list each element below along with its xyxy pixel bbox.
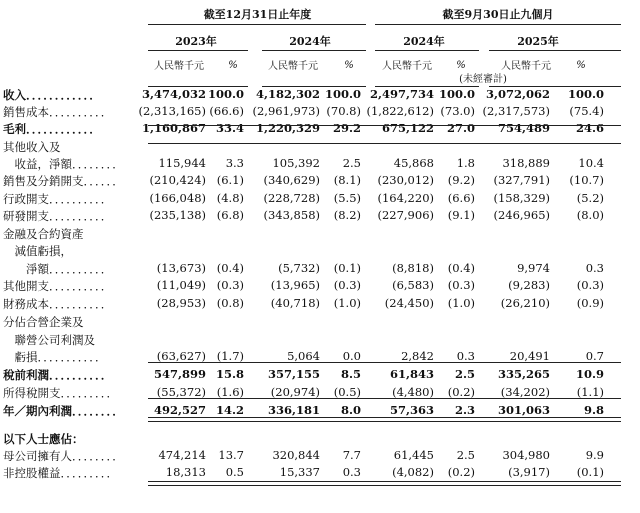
amount-cell: 3,072,062 [485, 87, 550, 101]
percent-cell: (1.6) [216, 385, 244, 399]
amount-cell: (327,791) [493, 173, 550, 187]
percent-cell: (0.1) [576, 465, 604, 479]
amount-cell: 335,265 [497, 367, 550, 381]
amount-cell: (26,210) [500, 296, 550, 310]
amount-cell: 357,155 [267, 367, 320, 381]
row-label: 銷售成本．．．．．．．．．． [3, 105, 113, 119]
percent-cell: (0.8) [216, 296, 244, 310]
divider [148, 398, 621, 399]
amount-cell: 320,844 [272, 448, 320, 462]
amount-cell: (13,965) [270, 278, 320, 292]
percent-cell: (0.4) [216, 261, 244, 275]
divider [148, 50, 248, 51]
row-label: 稅前利潤．．．．．．．．．． [3, 368, 113, 382]
row-label: 金融及合約資產 [3, 227, 84, 241]
percent-cell: (1.1) [576, 385, 604, 399]
percent-cell: 13.7 [218, 448, 244, 462]
percent-cell: 24.6 [575, 121, 604, 135]
percent-cell: (0.3) [333, 278, 361, 292]
amount-cell: (2,961,973) [252, 104, 320, 118]
double-divider [148, 417, 621, 422]
year-header: 2023年 [175, 35, 217, 48]
percent-cell: (0.1) [333, 261, 361, 275]
year-header: 2024年 [403, 35, 445, 48]
row-label: 以下人士應佔： [3, 432, 84, 446]
amount-cell: (340,629) [263, 173, 320, 187]
year-header: 2025年 [517, 35, 559, 48]
percent-cell: 0.3 [585, 261, 604, 275]
row-label: 其他開支．．．．．．．．．． [3, 279, 113, 293]
row-label: 研發開支．．．．．．．．．． [3, 209, 113, 223]
amount-cell: (210,424) [149, 173, 206, 187]
percent-cell: (70.8) [326, 104, 361, 118]
amount-cell: (3,917) [508, 465, 550, 479]
percent-cell: (8.0) [576, 208, 604, 222]
divider [489, 50, 621, 51]
unaudited-label: (未經審計) [459, 74, 507, 85]
percent-cell: 8.0 [340, 403, 361, 417]
double-divider [148, 481, 621, 486]
row-label: 母公司擁有人．．．．．．．． [3, 449, 124, 463]
percent-cell: (5.2) [576, 191, 604, 205]
amount-cell: 492,527 [153, 403, 206, 417]
percent-cell: 0.7 [585, 349, 604, 363]
percent-cell: 10.9 [575, 367, 604, 381]
divider [148, 362, 621, 363]
percent-cell: 0.3 [456, 349, 475, 363]
percent-cell: (66.6) [209, 104, 244, 118]
percent-cell: 15.8 [215, 367, 244, 381]
amount-cell: (24,450) [384, 296, 434, 310]
amount-cell: 2,842 [401, 349, 434, 363]
pct-header: % [576, 60, 586, 71]
amount-cell: (343,858) [263, 208, 320, 222]
unit-header: 人民幣千元 [501, 61, 551, 72]
percent-cell: 2.5 [454, 367, 475, 381]
unit-header: 人民幣千元 [268, 61, 318, 72]
amount-cell: 1,220,329 [255, 121, 320, 135]
amount-cell: 15,337 [279, 465, 320, 479]
pct-header: % [344, 60, 354, 71]
percent-cell: 100.0 [567, 87, 604, 101]
amount-cell: (2,317,573) [482, 104, 550, 118]
percent-cell: 2.5 [456, 448, 475, 462]
row-label: 年／期內利潤．．．．．．．． [3, 404, 124, 418]
amount-cell: (2,313,165) [138, 104, 206, 118]
percent-cell: (4.8) [216, 191, 244, 205]
percent-cell: (9.1) [447, 208, 475, 222]
row-label: 減值虧損， [3, 244, 72, 258]
percent-cell: (73.0) [440, 104, 475, 118]
amount-cell: 675,122 [381, 121, 434, 135]
row-label: 分佔合營企業及 [3, 315, 84, 329]
percent-cell: (10.7) [569, 173, 604, 187]
percent-cell: (0.2) [447, 385, 475, 399]
amount-cell: 61,445 [393, 448, 434, 462]
amount-cell: 318,889 [502, 156, 550, 170]
amount-cell: (235,138) [149, 208, 206, 222]
percent-cell: (6.6) [447, 191, 475, 205]
amount-cell: (158,329) [493, 191, 550, 205]
percent-cell: (5.5) [333, 191, 361, 205]
amount-cell: 1,160,867 [141, 121, 206, 135]
percent-cell: (1.7) [216, 349, 244, 363]
amount-cell: (230,012) [377, 173, 434, 187]
amount-cell: 547,899 [153, 367, 206, 381]
amount-cell: (55,372) [156, 385, 206, 399]
divider [148, 125, 621, 126]
amount-cell: (246,965) [493, 208, 550, 222]
divider [148, 24, 366, 25]
amount-cell: (4,480) [392, 385, 434, 399]
unit-header: 人民幣千元 [382, 61, 432, 72]
amount-cell: 4,182,302 [255, 87, 320, 101]
percent-cell: (8.2) [333, 208, 361, 222]
amount-cell: 474,214 [158, 448, 206, 462]
amount-cell: (9,283) [508, 278, 550, 292]
divider [148, 143, 621, 144]
percent-cell: (0.3) [216, 278, 244, 292]
amount-cell: 3,474,032 [141, 87, 206, 101]
percent-cell: (0.9) [576, 296, 604, 310]
amount-cell: 304,980 [502, 448, 550, 462]
unit-header: 人民幣千元 [154, 61, 204, 72]
amount-cell: (166,048) [149, 191, 206, 205]
amount-cell: 115,944 [158, 156, 206, 170]
percent-cell: 2.3 [454, 403, 475, 417]
percent-cell: 14.2 [215, 403, 244, 417]
amount-cell: (63,627) [156, 349, 206, 363]
percent-cell: (0.5) [333, 385, 361, 399]
row-label: 銷售及分銷開支．．．．．． [3, 174, 124, 188]
row-label: 收入．．．．．．．．．．．． [3, 88, 101, 102]
percent-cell: (1.0) [447, 296, 475, 310]
percent-cell: 29.2 [332, 121, 361, 135]
amount-cell: (8,818) [392, 261, 434, 275]
amount-cell: (4,082) [392, 465, 434, 479]
amount-cell: (34,202) [500, 385, 550, 399]
amount-cell: (11,049) [156, 278, 206, 292]
percent-cell: 9.8 [583, 403, 604, 417]
percent-cell: 9.9 [585, 448, 604, 462]
percent-cell: (8.1) [333, 173, 361, 187]
amount-cell: (5,732) [278, 261, 320, 275]
percent-cell: 2.5 [342, 156, 361, 170]
row-label: 毛利．．．．．．．．．．．． [3, 122, 101, 136]
pct-header: % [456, 60, 466, 71]
amount-cell: 61,843 [389, 367, 434, 381]
row-label: 財務成本．．．．．．．．．． [3, 297, 113, 311]
row-label: 所得稅開支．．．．．．．．． [3, 386, 118, 400]
row-label: 非控股權益．．．．．．．．． [3, 466, 118, 480]
amount-cell: (20,974) [270, 385, 320, 399]
percent-cell: (6.1) [216, 173, 244, 187]
row-label: 收益，淨額．．．．．．．． [3, 157, 124, 171]
amount-cell: 754,489 [497, 121, 550, 135]
amount-cell: (228,728) [263, 191, 320, 205]
percent-cell: 7.7 [342, 448, 361, 462]
amount-cell: 5,064 [287, 349, 320, 363]
row-label: 行政開支．．．．．．．．．． [3, 192, 113, 206]
amount-cell: (28,953) [156, 296, 206, 310]
percent-cell: (1.0) [333, 296, 361, 310]
amount-cell: (40,718) [270, 296, 320, 310]
percent-cell: (6.8) [216, 208, 244, 222]
amount-cell: 336,181 [267, 403, 320, 417]
percent-cell: 0.0 [342, 349, 361, 363]
percent-cell: 27.0 [446, 121, 475, 135]
percent-cell: 3.3 [225, 156, 244, 170]
amount-cell: 2,497,734 [369, 87, 434, 101]
divider [375, 50, 479, 51]
row-label: 其他收入及 [3, 140, 61, 154]
percent-cell: 100.0 [438, 87, 475, 101]
amount-cell: 105,392 [272, 156, 320, 170]
percent-cell: (9.2) [447, 173, 475, 187]
percent-cell: (0.2) [447, 465, 475, 479]
period-9m-header: 截至9月30日止九個月 [442, 8, 554, 21]
amount-cell: (164,220) [377, 191, 434, 205]
percent-cell: 8.5 [340, 367, 361, 381]
percent-cell: 100.0 [207, 87, 244, 101]
year-header: 2024年 [289, 35, 331, 48]
amount-cell: 9,974 [517, 261, 550, 275]
percent-cell: (0.3) [447, 278, 475, 292]
percent-cell: (0.3) [576, 278, 604, 292]
period-fy-header: 截至12月31日止年度 [203, 8, 312, 21]
amount-cell: 57,363 [389, 403, 434, 417]
amount-cell: (1,822,612) [366, 104, 434, 118]
amount-cell: (227,906) [377, 208, 434, 222]
percent-cell: 0.3 [342, 465, 361, 479]
row-label: 淨額．．．．．．．．．． [3, 262, 113, 276]
percent-cell: 0.5 [225, 465, 244, 479]
amount-cell: 45,868 [393, 156, 434, 170]
pct-header: % [228, 60, 238, 71]
percent-cell: 1.8 [456, 156, 475, 170]
amount-cell: 18,313 [165, 465, 206, 479]
amount-cell: 20,491 [509, 349, 550, 363]
percent-cell: 10.4 [578, 156, 604, 170]
divider [262, 50, 366, 51]
divider [375, 24, 621, 25]
percent-cell: 33.4 [215, 121, 244, 135]
row-label: 虧損．．．．．．．．．．． [3, 350, 107, 364]
amount-cell: (6,583) [392, 278, 434, 292]
amount-cell: (13,673) [156, 261, 206, 275]
row-label: 聯營公司利潤及 [3, 333, 95, 347]
amount-cell: 301,063 [497, 403, 550, 417]
percent-cell: (0.4) [447, 261, 475, 275]
percent-cell: (75.4) [569, 104, 604, 118]
percent-cell: 100.0 [324, 87, 361, 101]
